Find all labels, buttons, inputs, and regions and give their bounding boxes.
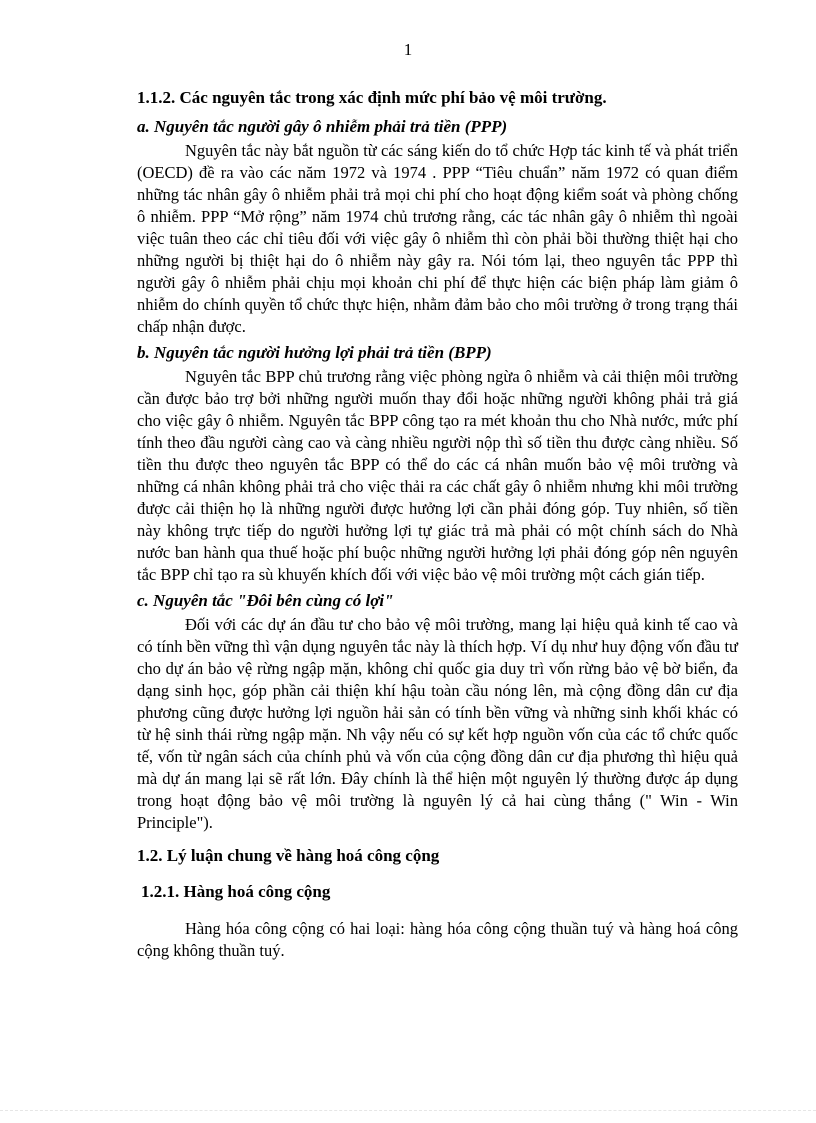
- section-heading-1-2-1: 1.2.1. Hàng hoá công cộng: [141, 882, 331, 901]
- document-body: [137, 86, 738, 966]
- subsection-heading-a: a. Nguyên tắc người gây ô nhiễm phải trả tiền (PPP): [137, 117, 508, 136]
- paragraph-ppp: Nguyên tắc này bắt nguồn từ các sáng kiến do tổ chức Hợp tác kinh tế và phát triển (OECD) đề ra vào các năm 1972 và 1974 . PPP “Tiêu chuẩn” năm 1972 có quan điểm những tác nhân gây ô nhiễm phải trả mọi chi phí cho hoạt động kiểm soát và phòng chống ô nhiễm. PPP “Mở rộng” năm 1974 chủ trương rằng, các tác nhân gây ô nhiễm thì ngoài việc tuân theo các chỉ tiêu đối với việc gây ô nhiễm thì còn phải bồi thường thiệt hại cho những người bị thiệt hại do ô nhiễm này gây ra. Nói tóm lại, theo nguyên tắc PPP thì người gây ô nhiễm phải chịu mọi khoản chi phí để thực hiện các biện pháp làm giảm ô nhiễm do chính quyền tổ chức thực hiện, nhằm đảm bảo cho môi trường ở trong trạng thái chấp nhận được.: [137, 141, 738, 336]
- page-bottom-divider: [0, 1110, 816, 1111]
- subsection-heading-b: b. Nguyên tắc người hưởng lợi phải trả tiền (BPP): [137, 343, 492, 362]
- subsection-heading-c: c. Nguyên tắc "Đôi bên cùng có lợi": [137, 591, 394, 610]
- paragraph-win-win: Đối với các dự án đầu tư cho bảo vệ môi trường, mang lại hiệu quả kinh tế cao và có tính bền vững thì vận dụng nguyên tắc này là thích hợp. Ví dụ như huy động vốn đầu tư cho dự án bảo vệ rừng ngập mặn, không chỉ quốc gia duy trì vốn rừng bảo vệ bờ biển, đa dạng sinh học, góp phần cải thiện khí hậu toàn cầu nóng lên, mà cộng đồng dân cư địa phương cũng được hưởng lợi nguồn hải sản có tính bền vững và những sinh khối khác có từ hệ sinh thái rừng ngập mặn. Nh vậy nếu có sự kết hợp nguồn vốn của các tổ chức quốc tế, vốn từ ngân sách của chính phủ và vốn của cộng đồng dân cư địa phương thì hiệu quả mà dự án mang lại sẽ rất lớn. Đây chính là thể hiện một nguyên lý thường được áp dụng trong hoạt động bảo vệ môi trường là nguyên lý cả hai cùng thắng (" Win - Win Principle").: [137, 615, 738, 832]
- section-heading-1-2: 1.2. Lý luận chung về hàng hoá công cộng: [137, 846, 440, 865]
- paragraph-public-goods: Hàng hóa công cộng có hai loại: hàng hóa công cộng thuần tuý và hàng hoá công cộng không thuần tuý.: [137, 919, 738, 960]
- paragraph-bpp: Nguyên tắc BPP chủ trương rằng việc phòng ngừa ô nhiễm và cải thiện môi trường cần được bảo trợ bởi những người muốn thay đổi hoặc những người không phải trả giá cho việc gây ô nhiễm. Nguyên tắc BPP công tạo ra mét khoản thu cho Nhà nước, mức phí tính theo đầu người càng cao và càng nhiều người nộp thì số tiền thu được càng nhiều. Số tiền thu được theo nguyên tắc BPP có thể do các cá nhân muốn bảo vệ môi trường và những cá nhân không phải trả cho việc thải ra các chất gây ô nhiễm nhưng khi môi trường được cải thiện họ là những người được hưởng lợi cần phải đóng góp. Tuy nhiên, số tiền này không trực tiếp do người hưởng lợi tự giác trả mà phải có một chính sách do Nhà nước ban hành qua thuế hoặc phí buộc những người hưởng lợi phải đóng góp nên nguyên tắc BPP chỉ tạo ra sù khuyến khích đối với việc bảo vệ môi trường một cách gián tiếp.: [137, 367, 738, 584]
- section-heading-1-1-2: 1.1.2. Các nguyên tắc trong xác định mức phí bảo vệ môi trường.: [137, 88, 607, 107]
- page-number: 1: [403, 40, 413, 59]
